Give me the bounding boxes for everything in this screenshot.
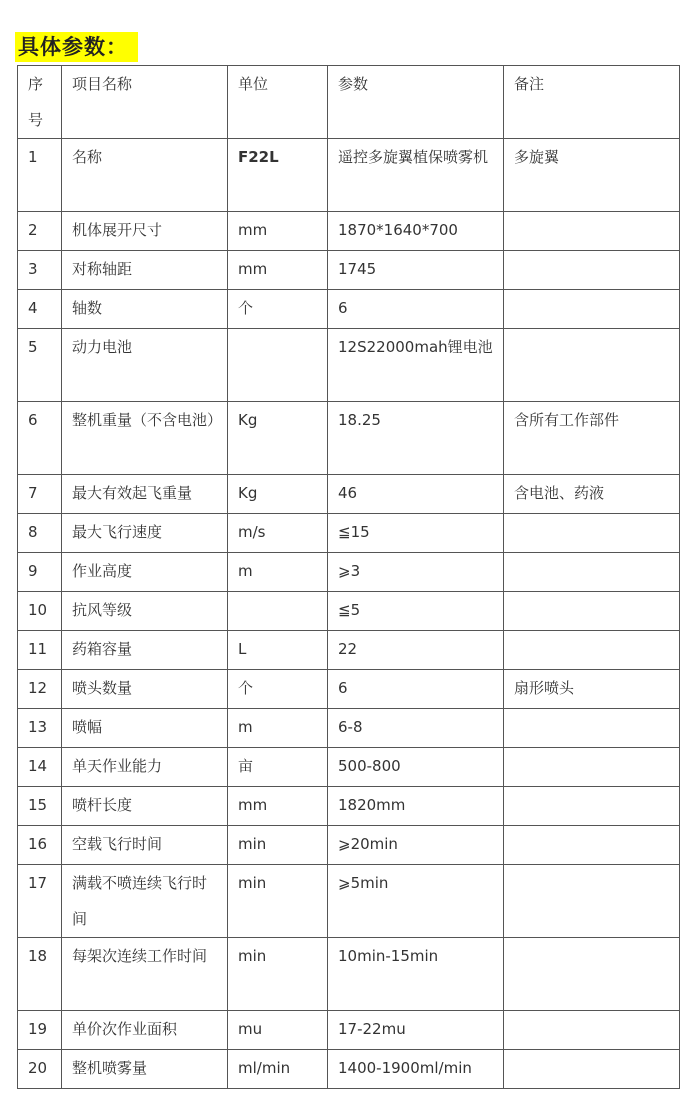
table-row [18,938,680,1011]
row-unit-cell [228,592,328,631]
row-note-cell [504,329,680,402]
row-param-cell: ⩾3 [328,553,504,592]
row-no-cell: 17 [18,865,62,938]
row-param-cell: 12S22000mah锂电池 [328,329,504,402]
row-name-cell: 机体展开尺寸 [62,212,228,251]
row-unit-cell: mm [228,251,328,290]
row-no-cell: 1 [18,139,62,212]
row-param-cell: 6-8 [328,709,504,748]
spec-table-body [18,66,680,1089]
row-unit-cell: mm [228,787,328,826]
row-no-cell: 5 [18,329,62,402]
row-param-cell: 1820mm [328,787,504,826]
row-unit-cell: L [228,631,328,670]
row-unit-cell: min [228,938,328,1011]
row-name-cell: 动力电池 [62,329,228,402]
row-note-cell: 含所有工作部件 [504,402,680,475]
table-row [18,1050,680,1089]
spec-table [17,65,680,1089]
row-name-cell: 空载飞行时间 [62,826,228,865]
row-name-cell: 整机喷雾量 [62,1050,228,1089]
table-row [18,139,680,212]
row-name-cell: 名称 [62,139,228,212]
row-unit-cell: min [228,865,328,938]
row-no-cell: 19 [18,1011,62,1050]
row-note-cell: 含电池、药液 [504,475,680,514]
row-unit-cell [228,329,328,402]
row-no-cell: 16 [18,826,62,865]
row-no-cell: 12 [18,670,62,709]
row-param-cell: 10min-15min [328,938,504,1011]
row-name-cell: 最大飞行速度 [62,514,228,553]
row-unit-cell: Kg [228,475,328,514]
table-row [18,475,680,514]
section-heading: 具体参数： [15,32,138,62]
header-name: 项目名称 [62,66,228,139]
row-note-cell [504,1050,680,1089]
table-row [18,748,680,787]
row-name-cell: 作业高度 [62,553,228,592]
row-name-cell: 每架次连续工作时间 [62,938,228,1011]
table-row [18,212,680,251]
row-note-cell [504,592,680,631]
header-param: 参数 [328,66,504,139]
row-note-cell [504,748,680,787]
table-row [18,553,680,592]
row-note-cell [504,290,680,329]
table-row [18,514,680,553]
table-row [18,1011,680,1050]
row-param-cell: 1745 [328,251,504,290]
row-param-cell: 17-22mu [328,1011,504,1050]
row-note-cell: 多旋翼 [504,139,680,212]
table-row [18,709,680,748]
row-param-cell: 500-800 [328,748,504,787]
row-name-cell: 喷头数量 [62,670,228,709]
row-name-cell: 整机重量（不含电池） [62,402,228,475]
row-unit-cell: 个 [228,290,328,329]
row-no-cell: 11 [18,631,62,670]
row-no-cell: 10 [18,592,62,631]
row-note-cell [504,1011,680,1050]
row-name-cell: 轴数 [62,290,228,329]
row-no-cell: 8 [18,514,62,553]
row-unit-cell: Kg [228,402,328,475]
row-no-cell: 15 [18,787,62,826]
header-no: 序号 [18,66,62,139]
row-unit-cell: m [228,553,328,592]
row-param-cell: 46 [328,475,504,514]
row-param-cell: 遥控多旋翼植保喷雾机 [328,139,504,212]
table-row [18,329,680,402]
row-no-cell: 13 [18,709,62,748]
row-name-cell: 单天作业能力 [62,748,228,787]
row-param-cell: ≦15 [328,514,504,553]
row-no-cell: 18 [18,938,62,1011]
row-note-cell [504,709,680,748]
row-unit-cell: mu [228,1011,328,1050]
row-param-cell: ⩾5min [328,865,504,938]
row-name-cell: 满载不喷连续飞行时间 [62,865,228,938]
table-row [18,670,680,709]
row-param-cell: 22 [328,631,504,670]
row-unit-cell: min [228,826,328,865]
row-note-cell: 扇形喷头 [504,670,680,709]
row-note-cell [504,865,680,938]
row-name-cell: 药箱容量 [62,631,228,670]
row-name-cell: 喷幅 [62,709,228,748]
table-header-row [18,66,680,139]
row-param-cell: 1400-1900ml/min [328,1050,504,1089]
row-no-cell: 6 [18,402,62,475]
row-param-cell: 1870*1640*700 [328,212,504,251]
row-unit-cell: ml/min [228,1050,328,1089]
row-note-cell [504,631,680,670]
row-unit-cell: 个 [228,670,328,709]
row-note-cell [504,212,680,251]
row-no-cell: 2 [18,212,62,251]
row-name-cell: 抗风等级 [62,592,228,631]
header-note: 备注 [504,66,680,139]
row-param-cell: 6 [328,290,504,329]
table-row [18,787,680,826]
row-name-cell: 对称轴距 [62,251,228,290]
row-unit-cell: m/s [228,514,328,553]
row-no-cell: 3 [18,251,62,290]
table-row [18,290,680,329]
row-no-cell: 20 [18,1050,62,1089]
row-param-cell: ⩾20min [328,826,504,865]
row-note-cell [504,826,680,865]
row-note-cell [504,251,680,290]
row-unit-cell: mm [228,212,328,251]
table-row [18,251,680,290]
row-name-cell: 喷杆长度 [62,787,228,826]
header-unit: 单位 [228,66,328,139]
row-note-cell [504,938,680,1011]
table-row [18,402,680,475]
row-note-cell [504,553,680,592]
row-no-cell: 7 [18,475,62,514]
row-note-cell [504,787,680,826]
row-note-cell [504,514,680,553]
table-row [18,592,680,631]
row-unit-cell: 亩 [228,748,328,787]
row-param-cell: 18.25 [328,402,504,475]
table-row [18,865,680,938]
table-row [18,826,680,865]
row-param-cell: 6 [328,670,504,709]
row-unit-cell: F22L [228,139,328,212]
row-name-cell: 单价次作业面积 [62,1011,228,1050]
row-no-cell: 4 [18,290,62,329]
row-no-cell: 9 [18,553,62,592]
table-row [18,631,680,670]
row-no-cell: 14 [18,748,62,787]
row-param-cell: ≦5 [328,592,504,631]
row-name-cell: 最大有效起飞重量 [62,475,228,514]
row-unit-cell: m [228,709,328,748]
